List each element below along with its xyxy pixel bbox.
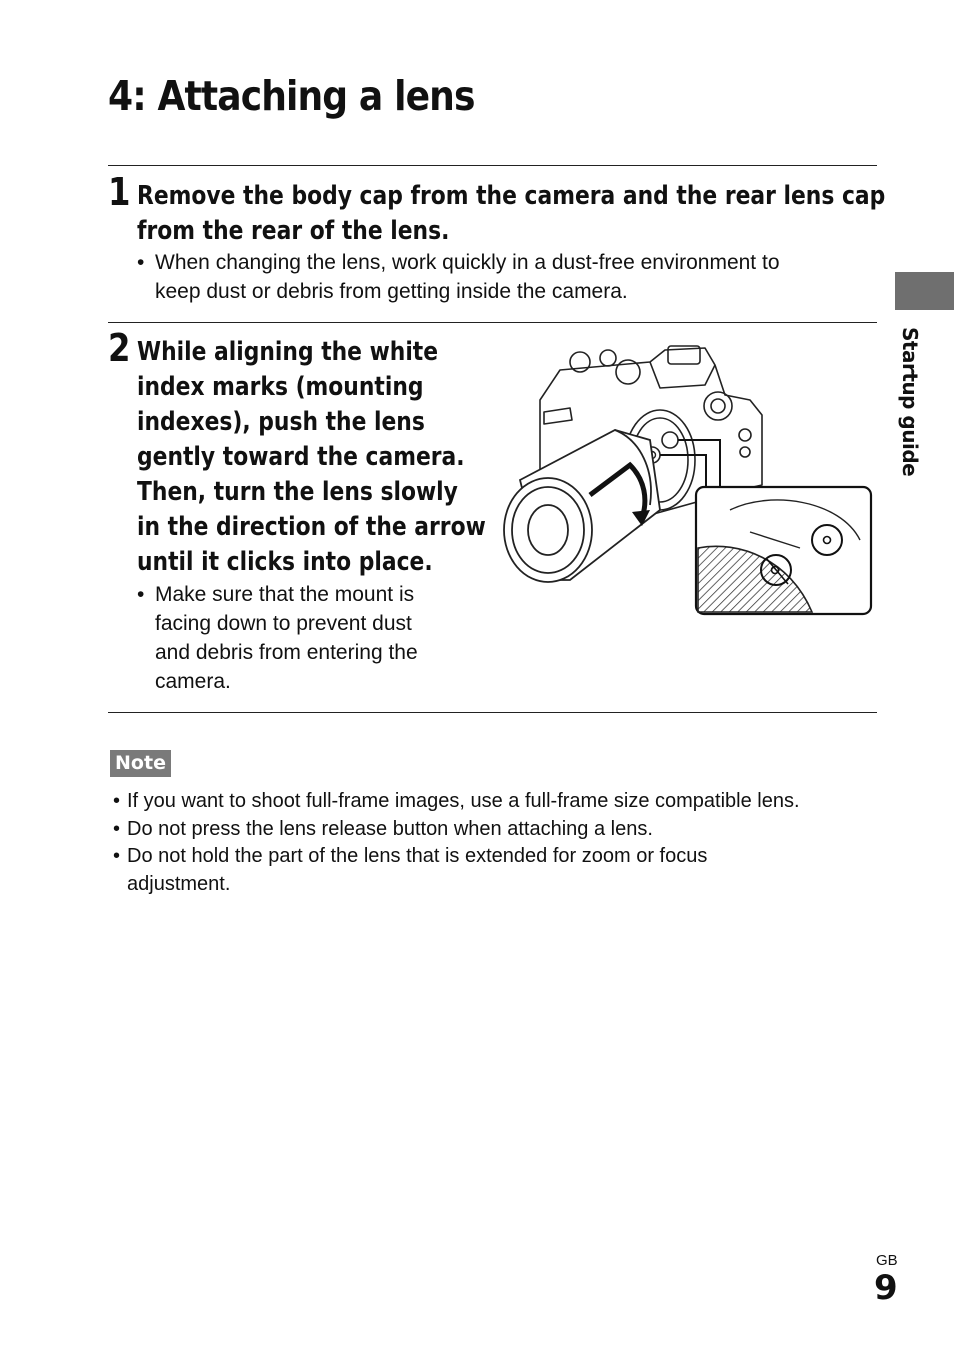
step-2-heading-line: in the direction of the arrow: [137, 512, 486, 542]
bullet-line: and debris from entering the: [155, 641, 418, 664]
step-2-heading-line: gently toward the camera.: [137, 442, 465, 472]
section-tab-label: Startup guide: [898, 327, 922, 477]
page-language-code: GB: [876, 1252, 898, 1269]
step-2-heading-line: until it clicks into place.: [137, 547, 433, 577]
step-2-bullet: [137, 580, 495, 696]
note-list: [113, 788, 883, 898]
step-2-heading-line: While aligning the white: [137, 337, 439, 367]
step-2-heading-line: indexes), push the lens: [137, 407, 425, 437]
divider: [108, 322, 877, 323]
note-item-text: If you want to shoot full-frame images, use a full-frame size compatible lens.: [127, 790, 800, 812]
bullet-line: keep dust or debris from getting inside the camera.: [155, 280, 628, 303]
section-tab-marker: [895, 272, 954, 310]
note-item-text: Do not hold the part of the lens that is extended for zoom or focus adjustment.: [127, 845, 708, 895]
bullet-dot: •: [113, 845, 121, 867]
step-2-heading-line: index marks (mounting: [137, 372, 424, 402]
step-2-heading: [137, 335, 486, 580]
bullet-line: camera.: [155, 670, 231, 693]
step-2-heading-line: Then, turn the lens slowly: [137, 477, 458, 507]
bullet-line: When changing the lens, work quickly in a dust-free environment to: [155, 251, 780, 274]
note-item: [113, 788, 883, 816]
bullet-dot: •: [113, 817, 121, 840]
note-item: [113, 816, 883, 844]
divider: [108, 165, 877, 166]
camera-lens-illustration: [500, 340, 874, 618]
bullet-dot: •: [137, 583, 145, 606]
step-1-heading-line: from the rear of the lens.: [137, 216, 450, 246]
divider: [108, 712, 877, 713]
step-1-heading-line: Remove the body cap from the camera and the rear lens cap: [137, 181, 886, 211]
bullet-dot: •: [137, 251, 145, 274]
step-1-bullet: [137, 248, 895, 306]
note-label: Note: [110, 750, 171, 777]
step-1-heading: [137, 179, 885, 249]
page-number: 9: [874, 1268, 898, 1308]
bullet-line: Make sure that the mount is: [155, 583, 415, 606]
note-item-text: Do not press the lens release button when attaching a lens.: [127, 817, 653, 840]
step-2-number: 2: [108, 326, 131, 370]
bullet-line: facing down to prevent dust: [155, 612, 412, 635]
note-item: [113, 843, 787, 898]
page-title: 4: Attaching a lens: [108, 72, 475, 120]
step-1-number: 1: [108, 170, 131, 214]
bullet-dot: •: [113, 790, 121, 812]
